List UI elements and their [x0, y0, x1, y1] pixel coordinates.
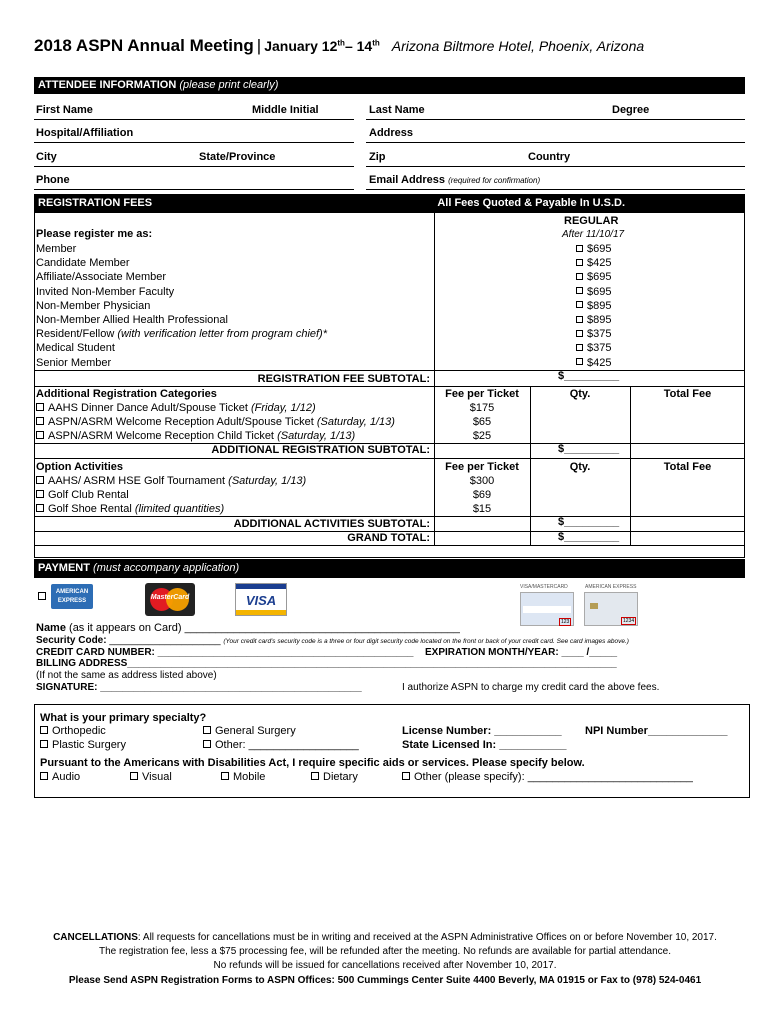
registration-option-price[interactable] [576, 314, 611, 326]
state-licensed-field[interactable]: State Licensed In: ___________ [402, 739, 567, 751]
ada-mobile[interactable] [221, 771, 265, 783]
additional-total-header: Total Fee [663, 388, 712, 400]
checkbox-icon[interactable] [576, 358, 583, 365]
option-activity-fee: $300 [469, 475, 495, 487]
checkbox-icon[interactable] [311, 772, 319, 780]
registration-option-label [36, 243, 76, 255]
security-code-field[interactable] [36, 635, 629, 646]
registration-option-label [36, 286, 174, 298]
attendee-section-bar [34, 77, 745, 94]
ada-statement: Pursuant to the Americans with Disabilities Act, I require specific aids or services. Please specify below. [40, 757, 585, 769]
registration-option-price[interactable] [576, 342, 611, 354]
registration-subtotal-value[interactable]: $_________ [558, 370, 620, 382]
additional-ticket-item[interactable] [36, 430, 355, 442]
option-activity-item[interactable] [36, 489, 129, 501]
specialty-question: What is your primary specialty? [40, 712, 207, 724]
date-end: – 14 [344, 38, 373, 54]
additional-ticket-note: (Friday, 1/12) [251, 402, 316, 414]
registration-option-name: Medical Student [36, 342, 115, 355]
phone-field[interactable]: Phone [36, 174, 70, 186]
checkbox-icon[interactable] [221, 772, 229, 780]
checkbox-icon[interactable] [203, 726, 211, 734]
zip-field[interactable]: Zip [369, 151, 386, 163]
billing-note: (If not the same as address listed above) [36, 670, 217, 681]
checkbox-icon[interactable] [36, 504, 44, 512]
checkbox-icon[interactable] [576, 287, 583, 294]
regular-date: After 11/10/17 [562, 229, 625, 240]
checkbox-icon[interactable] [576, 316, 583, 323]
registration-option-name: Candidate Member [36, 257, 130, 270]
title-separator: | [256, 36, 262, 55]
registration-option-name: Member [36, 243, 77, 255]
send-forms-address: Please Send ASPN Registration Forms to ASPN Offices: 500 Cummings Center Suite 4400 Beverly, MA 01915 or Fax to (978) 524-0461 [68, 975, 702, 986]
price-value: $695 [587, 271, 612, 284]
attendee-bar-title: ATTENDEE INFORMATION [38, 79, 177, 91]
price-value: $425 [587, 257, 612, 270]
event-dates [264, 38, 380, 54]
price-value: $895 [587, 314, 612, 326]
other-label: Other: __________________ [215, 739, 359, 751]
spacer-row [34, 545, 745, 558]
registration-option-label [36, 328, 327, 340]
checkbox-icon[interactable] [40, 772, 48, 780]
option-activity-item[interactable] [36, 503, 224, 515]
checkbox-icon[interactable] [130, 772, 138, 780]
cardholder-name-field[interactable] [36, 622, 460, 634]
registration-option-name: Resident/Fellow [36, 328, 115, 341]
security-code-label: Security Code: [36, 635, 107, 646]
additional-ticket-item[interactable] [36, 416, 395, 428]
checkbox-icon[interactable] [576, 273, 583, 280]
credit-card-number-field[interactable]: CREDIT CARD NUMBER: ______________________________________________ [36, 647, 414, 658]
additional-ticket-fee: $25 [472, 430, 492, 442]
option-total-header: Total Fee [663, 461, 712, 473]
additional-subtotal-label: ADDITIONAL REGISTRATION SUBTOTAL: [211, 444, 430, 456]
visa-logo [235, 583, 287, 616]
registration-option-label [36, 357, 111, 369]
cancellation-policy-3: No refunds will be issued for cancellations received after November 10, 2017. [213, 960, 557, 971]
orthopedic-label: Orthopedic [52, 725, 106, 737]
audio-label: Audio [52, 771, 81, 783]
checkbox-icon[interactable] [402, 772, 410, 780]
card-front-image [584, 592, 638, 626]
middle-initial-field[interactable]: Middle Initial [252, 104, 319, 116]
mastercard-text: MasterCard [150, 594, 190, 601]
cancellations-label: CANCELLATIONS [53, 932, 138, 943]
option-activity-name: Golf Club Rental [48, 489, 129, 501]
cvv-4digit: 1234 [623, 618, 635, 624]
price-value: $425 [587, 356, 612, 369]
registration-option-name: Non-Member Physician [36, 299, 151, 312]
card-back-image [520, 592, 574, 626]
grand-total-label: GRAND TOTAL: [347, 532, 430, 544]
registration-option-label [36, 314, 228, 326]
checkbox-icon[interactable] [36, 417, 44, 425]
first-name-field[interactable]: First Name [36, 104, 93, 116]
registration-option-name: Senior Member [36, 356, 112, 369]
ada-other-label: Other (please specify): ___________________________ [414, 771, 693, 783]
mastercard-logo [145, 583, 195, 616]
specialty-plastic[interactable] [40, 739, 126, 751]
specialty-other[interactable] [203, 739, 359, 751]
additional-ticket-item[interactable] [36, 402, 316, 414]
additional-ticket-note: (Saturday, 1/13) [316, 416, 395, 428]
country-field[interactable]: Country [528, 151, 571, 163]
npi-number-field[interactable]: NPI Number_____________ [585, 725, 728, 737]
page-title [34, 36, 749, 60]
fees-currency-note: All Fees Quoted & Payable In U.S.D. [437, 197, 625, 209]
option-activity-fee: $15 [472, 503, 492, 515]
registration-option-price[interactable] [576, 286, 611, 298]
payment-bar-title: PAYMENT [38, 562, 90, 574]
option-activity-note: (limited quantities) [134, 503, 225, 515]
checkbox-icon[interactable] [576, 245, 583, 252]
registration-option-name: Invited Non-Member Faculty [36, 285, 175, 298]
register-as-label: Please register me as: [36, 228, 153, 240]
payment-bar-note: (must accompany application) [93, 562, 240, 574]
checkbox-icon[interactable] [36, 490, 44, 498]
registration-option-label [36, 257, 130, 269]
amex-logo [51, 584, 93, 609]
specialty-general[interactable] [203, 725, 296, 737]
cancellations-text: : All requests for cancellations must be in writing and received at the ASPN Administrative Offices on or before November 10, 2017. [137, 932, 717, 943]
registration-section-bar [34, 194, 745, 213]
ada-other[interactable] [402, 771, 693, 783]
price-value: $695 [587, 285, 612, 298]
price-value: $895 [587, 299, 612, 312]
divider [34, 458, 745, 459]
option-activity-name: AAHS/ ASRM HSE Golf Tournament [48, 475, 226, 487]
registration-option-note: (with verification letter from program chief)* [117, 328, 328, 341]
mobile-label: Mobile [233, 771, 266, 783]
divider [34, 516, 745, 517]
additional-ticket-name: ASPN/ASRM Welcome Reception Child Ticket [48, 430, 274, 442]
price-value: $375 [587, 328, 612, 341]
additional-fee-header: Fee per Ticket [445, 388, 519, 400]
activities-subtotal-value[interactable]: $_________ [558, 516, 620, 528]
city-field[interactable]: City [36, 151, 57, 163]
option-qty-header: Qty. [569, 461, 591, 473]
amex-text2: EXPRESS [57, 598, 87, 604]
price-value: $695 [587, 243, 612, 255]
expiration-field[interactable]: EXPIRATION MONTH/YEAR: ____ /_____ [425, 647, 618, 658]
state-field[interactable]: State/Province [199, 151, 276, 163]
option-fee-header: Fee per Ticket [445, 461, 519, 473]
option-activity-note: (Saturday, 1/13) [228, 475, 307, 487]
checkbox-icon[interactable] [576, 301, 583, 308]
registration-option-price[interactable] [576, 271, 611, 283]
email-field[interactable] [369, 174, 540, 186]
security-code-note: (Your credit card's security code is a three or four digit security code located on the front or back of your credit card. See card images above.) [223, 638, 629, 645]
additional-ticket-fee: $65 [472, 416, 492, 428]
divider [34, 370, 745, 371]
regular-header: REGULAR [564, 215, 619, 227]
additional-ticket-name: ASPN/ASRM Welcome Reception Adult/Spouse Ticket [48, 416, 314, 428]
additional-title: Additional Registration Categories [36, 388, 217, 400]
amex-caption: AMERICAN EXPRESS [585, 584, 637, 590]
additional-ticket-fee: $175 [469, 402, 495, 414]
amex-checkbox[interactable] [38, 592, 46, 600]
checkbox-icon[interactable] [40, 726, 48, 734]
checkbox-icon[interactable] [576, 344, 583, 351]
registration-option-price[interactable] [576, 300, 611, 312]
payment-section-bar [34, 559, 745, 578]
right-border [744, 213, 745, 545]
checkbox-icon[interactable] [36, 476, 44, 484]
checkbox-icon[interactable] [576, 330, 583, 337]
additional-ticket-name: AAHS Dinner Dance Adult/Spouse Ticket [48, 402, 248, 414]
registration-option-label [36, 342, 115, 354]
ada-audio[interactable] [40, 771, 80, 783]
left-border [34, 213, 35, 545]
additional-qty-header: Qty. [569, 388, 591, 400]
option-activity-name: Golf Shoe Rental [48, 503, 132, 515]
date-start: January 12 [264, 38, 338, 54]
name-note: (as it appears on Card) _____________________________________________ [69, 622, 460, 634]
amex-text1: AMERICAN [55, 589, 89, 595]
registration-subtotal-label: REGISTRATION FEE SUBTOTAL: [257, 373, 430, 385]
visa-mc-caption: VISA/MASTERCARD [520, 584, 568, 590]
email-label: Email Address [369, 174, 446, 186]
hospital-field[interactable]: Hospital/Affiliation [36, 127, 134, 139]
cvv-3digit: 123 [561, 619, 570, 625]
date-sup2: th [372, 38, 380, 48]
visa-text: VISA [245, 593, 277, 608]
general-label: General Surgery [215, 725, 296, 737]
registration-option-price[interactable] [576, 328, 611, 340]
ada-visual[interactable] [130, 771, 172, 783]
registration-option-price[interactable] [576, 357, 611, 369]
price-value: $375 [587, 342, 612, 355]
signature-field[interactable]: SIGNATURE: _______________________________________________ [36, 682, 362, 693]
registration-bar-title: REGISTRATION FEES [38, 197, 153, 209]
option-activity-item[interactable] [36, 475, 306, 487]
registration-option-label [36, 300, 150, 312]
checkbox-icon[interactable] [203, 740, 211, 748]
ada-dietary[interactable] [311, 771, 358, 783]
registration-option-price[interactable] [576, 243, 611, 255]
email-note: (required for confirmation) [448, 176, 541, 185]
address-field[interactable]: Address [369, 127, 414, 139]
event-venue: Arizona Biltmore Hotel, Phoenix, Arizona [391, 38, 645, 54]
specialty-orthopedic[interactable] [40, 725, 106, 737]
registration-option-name: Non-Member Allied Health Professional [36, 314, 228, 326]
cancellation-policy-2: The registration fee, less a $75 processing fee, will be refunded after the meeting. No refunds are available for partial attendance. [98, 946, 671, 957]
authorize-text: I authorize ASPN to charge my credit card the above fees. [402, 682, 660, 693]
registration-option-name: Affiliate/Associate Member [36, 271, 167, 284]
additional-subtotal-value[interactable]: $_________ [558, 443, 620, 455]
registration-option-label [36, 271, 166, 283]
security-code-line: ____________________ [106, 635, 221, 646]
checkbox-icon[interactable] [40, 740, 48, 748]
dietary-label: Dietary [323, 771, 358, 783]
attendee-bar-note: (please print clearly) [179, 79, 279, 91]
event-title: 2018 ASPN Annual Meeting [34, 36, 254, 55]
checkbox-icon[interactable] [36, 431, 44, 439]
registration-option-price[interactable] [576, 257, 611, 269]
license-number-field[interactable]: License Number: ___________ [402, 725, 562, 737]
additional-ticket-note: (Saturday, 1/13) [277, 430, 356, 442]
activities-subtotal-label: ADDITIONAL ACTIVITIES SUBTOTAL: [233, 518, 430, 530]
cancellation-policy-1 [0, 932, 770, 943]
billing-address-field[interactable]: BILLING ADDRESS________________________________________________________________________________________ [36, 658, 617, 669]
plastic-label: Plastic Surgery [52, 739, 126, 751]
checkbox-icon[interactable] [576, 259, 583, 266]
degree-field[interactable]: Degree [612, 104, 650, 116]
checkbox-icon[interactable] [36, 403, 44, 411]
name-label: Name [36, 622, 66, 634]
option-title: Option Activities [36, 461, 123, 473]
option-activity-fee: $69 [472, 489, 492, 501]
grand-total-value[interactable]: $_________ [558, 531, 620, 543]
visual-label: Visual [142, 771, 172, 783]
divider [34, 386, 745, 387]
date-sup1: th [337, 38, 345, 48]
last-name-field[interactable]: Last Name [369, 104, 425, 116]
